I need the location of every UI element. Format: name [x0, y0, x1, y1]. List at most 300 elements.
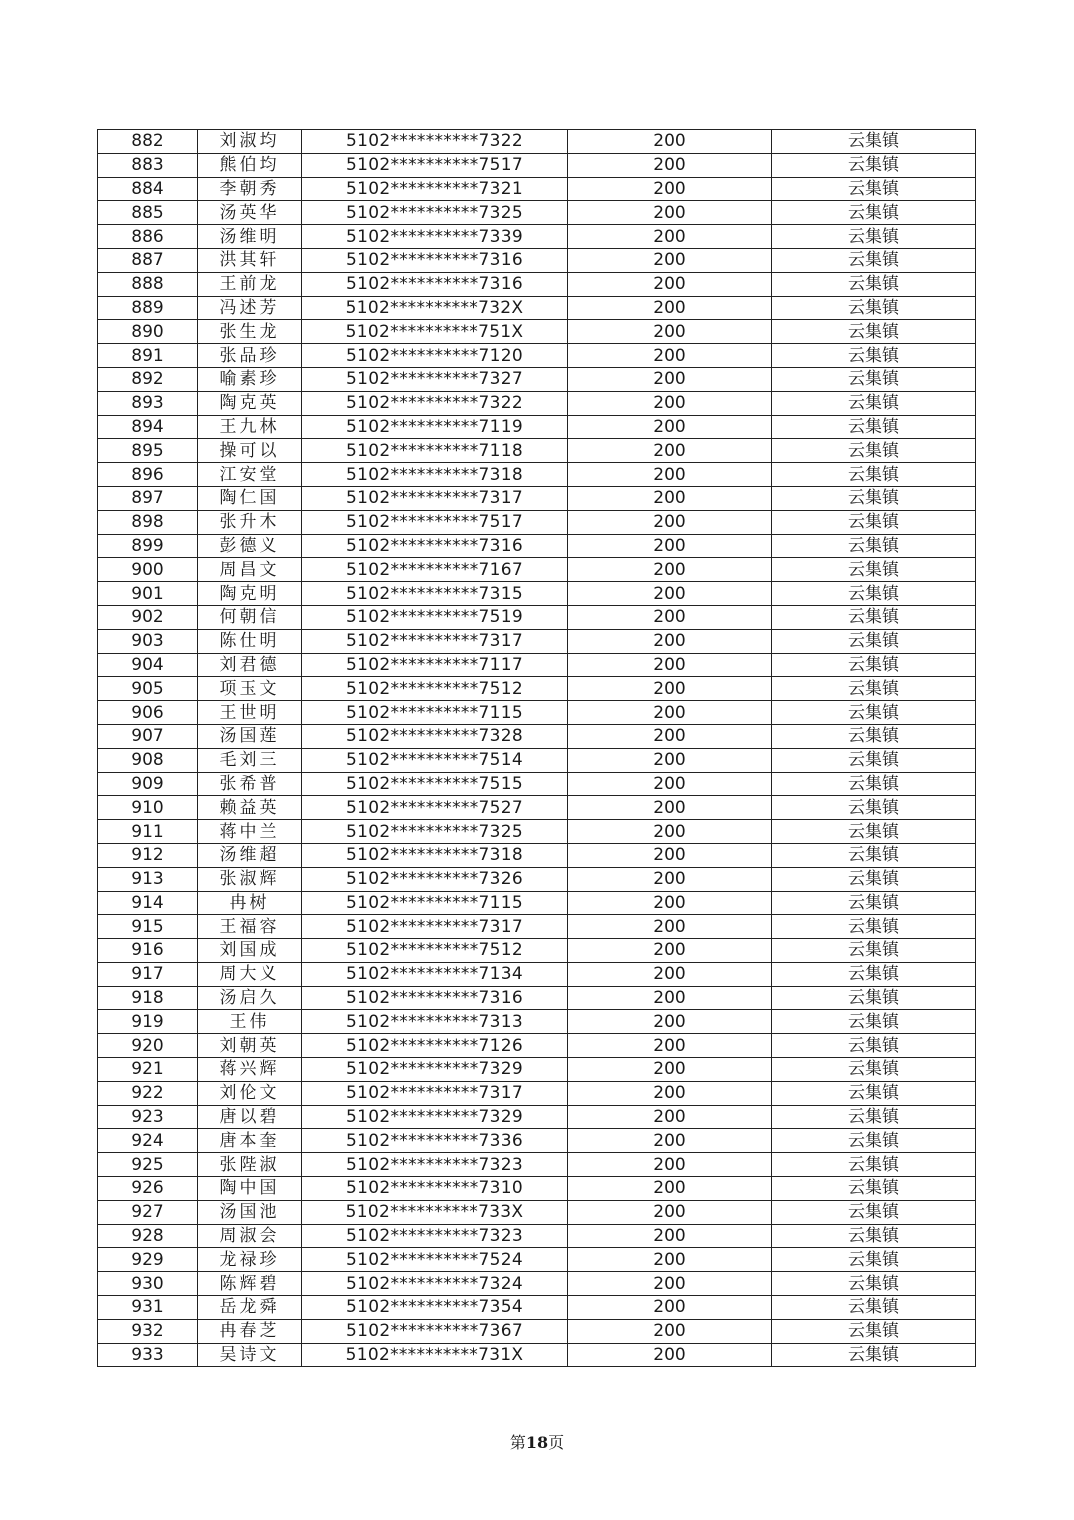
town-cell: 云集镇 — [772, 724, 976, 748]
town-cell: 云集镇 — [772, 1058, 976, 1082]
town-cell: 云集镇 — [772, 367, 976, 391]
amount-cell: 200 — [568, 463, 772, 487]
name-cell: 项玉文 — [198, 677, 302, 701]
amount-cell: 200 — [568, 701, 772, 725]
id-number-cell: 5102**********7322 — [302, 391, 568, 415]
name-cell: 汤国莲 — [198, 724, 302, 748]
row-number-cell: 906 — [98, 701, 198, 725]
id-number-cell: 5102**********7328 — [302, 724, 568, 748]
row-number-cell: 888 — [98, 272, 198, 296]
table-row — [98, 225, 976, 249]
name-cell: 陈仕明 — [198, 629, 302, 653]
amount-cell: 200 — [568, 486, 772, 510]
row-number-cell: 885 — [98, 201, 198, 225]
id-number-cell: 5102**********7316 — [302, 534, 568, 558]
amount-cell: 200 — [568, 605, 772, 629]
table-row — [98, 1343, 976, 1367]
town-cell: 云集镇 — [772, 986, 976, 1010]
name-cell: 汤维明 — [198, 225, 302, 249]
name-cell: 张希普 — [198, 772, 302, 796]
table-body — [98, 130, 976, 1367]
town-cell: 云集镇 — [772, 915, 976, 939]
row-number-cell: 919 — [98, 1010, 198, 1034]
town-cell: 云集镇 — [772, 1296, 976, 1320]
id-number-cell: 5102**********7515 — [302, 772, 568, 796]
name-cell: 唐以碧 — [198, 1105, 302, 1129]
town-cell: 云集镇 — [772, 701, 976, 725]
amount-cell: 200 — [568, 629, 772, 653]
name-cell: 吴诗文 — [198, 1343, 302, 1367]
name-cell: 王前龙 — [198, 272, 302, 296]
id-number-cell: 5102**********7134 — [302, 962, 568, 986]
amount-cell: 200 — [568, 177, 772, 201]
name-cell: 刘朝英 — [198, 1034, 302, 1058]
name-cell: 蒋中兰 — [198, 820, 302, 844]
town-cell: 云集镇 — [772, 1105, 976, 1129]
table-row — [98, 939, 976, 963]
row-number-cell: 896 — [98, 463, 198, 487]
name-cell: 陶仁国 — [198, 486, 302, 510]
amount-cell: 200 — [568, 391, 772, 415]
amount-cell: 200 — [568, 820, 772, 844]
town-cell: 云集镇 — [772, 1153, 976, 1177]
amount-cell: 200 — [568, 153, 772, 177]
town-cell: 云集镇 — [772, 486, 976, 510]
amount-cell: 200 — [568, 320, 772, 344]
name-cell: 刘伦文 — [198, 1081, 302, 1105]
name-cell: 陶克英 — [198, 391, 302, 415]
id-number-cell: 5102**********7512 — [302, 677, 568, 701]
id-number-cell: 5102**********7310 — [302, 1177, 568, 1201]
town-cell: 云集镇 — [772, 605, 976, 629]
row-number-cell: 901 — [98, 582, 198, 606]
town-cell: 云集镇 — [772, 153, 976, 177]
table-row — [98, 748, 976, 772]
amount-cell: 200 — [568, 653, 772, 677]
amount-cell: 200 — [568, 1105, 772, 1129]
id-number-cell: 5102**********7339 — [302, 225, 568, 249]
amount-cell: 200 — [568, 843, 772, 867]
table-row — [98, 558, 976, 582]
town-cell: 云集镇 — [772, 772, 976, 796]
page-footer — [0, 1430, 1074, 1453]
id-number-cell: 5102**********7326 — [302, 867, 568, 891]
name-cell: 张升木 — [198, 510, 302, 534]
table-row — [98, 1177, 976, 1201]
name-cell: 唐本奎 — [198, 1129, 302, 1153]
name-cell: 陶克明 — [198, 582, 302, 606]
id-number-cell: 5102**********7324 — [302, 1272, 568, 1296]
row-number-cell: 908 — [98, 748, 198, 772]
town-cell: 云集镇 — [772, 272, 976, 296]
town-cell: 云集镇 — [772, 296, 976, 320]
amount-cell: 200 — [568, 130, 772, 154]
name-cell: 刘君德 — [198, 653, 302, 677]
amount-cell: 200 — [568, 534, 772, 558]
table-row — [98, 320, 976, 344]
table-row — [98, 1319, 976, 1343]
id-number-cell: 5102**********7354 — [302, 1296, 568, 1320]
town-cell: 云集镇 — [772, 201, 976, 225]
town-cell: 云集镇 — [772, 582, 976, 606]
id-number-cell: 5102**********731X — [302, 1343, 568, 1367]
town-cell: 云集镇 — [772, 1177, 976, 1201]
town-cell: 云集镇 — [772, 439, 976, 463]
footer-suffix: 页 — [548, 1433, 565, 1452]
table-row — [98, 1248, 976, 1272]
table-row — [98, 153, 976, 177]
row-number-cell: 931 — [98, 1296, 198, 1320]
id-number-cell: 5102**********7367 — [302, 1319, 568, 1343]
town-cell: 云集镇 — [772, 510, 976, 534]
table-row — [98, 344, 976, 368]
table-row — [98, 367, 976, 391]
table-row — [98, 843, 976, 867]
table-row — [98, 177, 976, 201]
table-row — [98, 582, 976, 606]
id-number-cell: 5102**********7323 — [302, 1153, 568, 1177]
town-cell: 云集镇 — [772, 1272, 976, 1296]
amount-cell: 200 — [568, 772, 772, 796]
town-cell: 云集镇 — [772, 748, 976, 772]
page-number: 18 — [525, 1433, 549, 1452]
name-cell: 冉春芝 — [198, 1319, 302, 1343]
table-row — [98, 296, 976, 320]
name-cell: 龙禄珍 — [198, 1248, 302, 1272]
table-row — [98, 201, 976, 225]
name-cell: 岳龙舜 — [198, 1296, 302, 1320]
name-cell: 喻素珍 — [198, 367, 302, 391]
name-cell: 周大义 — [198, 962, 302, 986]
town-cell: 云集镇 — [772, 320, 976, 344]
id-number-cell: 5102**********7517 — [302, 153, 568, 177]
amount-cell: 200 — [568, 367, 772, 391]
town-cell: 云集镇 — [772, 225, 976, 249]
table-row — [98, 439, 976, 463]
id-number-cell: 5102**********7313 — [302, 1010, 568, 1034]
row-number-cell: 917 — [98, 962, 198, 986]
amount-cell: 200 — [568, 1248, 772, 1272]
table-row — [98, 1034, 976, 1058]
row-number-cell: 910 — [98, 796, 198, 820]
id-number-cell: 5102**********7323 — [302, 1224, 568, 1248]
town-cell: 云集镇 — [772, 962, 976, 986]
row-number-cell: 929 — [98, 1248, 198, 1272]
amount-cell: 200 — [568, 296, 772, 320]
id-number-cell: 5102**********7126 — [302, 1034, 568, 1058]
row-number-cell: 930 — [98, 1272, 198, 1296]
amount-cell: 200 — [568, 1081, 772, 1105]
town-cell: 云集镇 — [772, 820, 976, 844]
id-number-cell: 5102**********7316 — [302, 986, 568, 1010]
amount-cell: 200 — [568, 1153, 772, 1177]
amount-cell: 200 — [568, 939, 772, 963]
name-cell: 周淑会 — [198, 1224, 302, 1248]
id-number-cell: 5102**********7325 — [302, 820, 568, 844]
town-cell: 云集镇 — [772, 248, 976, 272]
row-number-cell: 898 — [98, 510, 198, 534]
row-number-cell: 909 — [98, 772, 198, 796]
id-number-cell: 5102**********7119 — [302, 415, 568, 439]
town-cell: 云集镇 — [772, 1129, 976, 1153]
table-row — [98, 415, 976, 439]
town-cell: 云集镇 — [772, 1034, 976, 1058]
amount-cell: 200 — [568, 1272, 772, 1296]
id-number-cell: 5102**********7167 — [302, 558, 568, 582]
name-cell: 江安堂 — [198, 463, 302, 487]
amount-cell: 200 — [568, 796, 772, 820]
table-row — [98, 653, 976, 677]
name-cell: 刘淑均 — [198, 130, 302, 154]
table-row — [98, 796, 976, 820]
name-cell: 刘国成 — [198, 939, 302, 963]
amount-cell: 200 — [568, 677, 772, 701]
name-cell: 周昌文 — [198, 558, 302, 582]
row-number-cell: 884 — [98, 177, 198, 201]
table-row — [98, 724, 976, 748]
name-cell: 王福容 — [198, 915, 302, 939]
table-row — [98, 1129, 976, 1153]
id-number-cell: 5102**********7514 — [302, 748, 568, 772]
table-row — [98, 272, 976, 296]
id-number-cell: 5102**********7325 — [302, 201, 568, 225]
name-cell: 王九林 — [198, 415, 302, 439]
row-number-cell: 914 — [98, 891, 198, 915]
id-number-cell: 5102**********7519 — [302, 605, 568, 629]
row-number-cell: 882 — [98, 130, 198, 154]
amount-cell: 200 — [568, 1177, 772, 1201]
id-number-cell: 5102**********733X — [302, 1200, 568, 1224]
id-number-cell: 5102**********7524 — [302, 1248, 568, 1272]
amount-cell: 200 — [568, 724, 772, 748]
amount-cell: 200 — [568, 1343, 772, 1367]
amount-cell: 200 — [568, 272, 772, 296]
amount-cell: 200 — [568, 225, 772, 249]
row-number-cell: 918 — [98, 986, 198, 1010]
amount-cell: 200 — [568, 1058, 772, 1082]
amount-cell: 200 — [568, 1224, 772, 1248]
table-row — [98, 915, 976, 939]
id-number-cell: 5102**********7115 — [302, 891, 568, 915]
row-number-cell: 900 — [98, 558, 198, 582]
row-number-cell: 895 — [98, 439, 198, 463]
id-number-cell: 5102**********732X — [302, 296, 568, 320]
row-number-cell: 920 — [98, 1034, 198, 1058]
row-number-cell: 926 — [98, 1177, 198, 1201]
id-number-cell: 5102**********7517 — [302, 510, 568, 534]
row-number-cell: 932 — [98, 1319, 198, 1343]
amount-cell: 200 — [568, 439, 772, 463]
name-cell: 王世明 — [198, 701, 302, 725]
name-cell: 彭德义 — [198, 534, 302, 558]
name-cell: 何朝信 — [198, 605, 302, 629]
town-cell: 云集镇 — [772, 1081, 976, 1105]
row-number-cell: 925 — [98, 1153, 198, 1177]
table-row — [98, 1105, 976, 1129]
table-row — [98, 1153, 976, 1177]
row-number-cell: 886 — [98, 225, 198, 249]
id-number-cell: 5102**********7317 — [302, 486, 568, 510]
name-cell: 李朝秀 — [198, 177, 302, 201]
id-number-cell: 5102**********751X — [302, 320, 568, 344]
row-number-cell: 905 — [98, 677, 198, 701]
town-cell: 云集镇 — [772, 177, 976, 201]
id-number-cell: 5102**********7329 — [302, 1058, 568, 1082]
name-cell: 赖益英 — [198, 796, 302, 820]
recipient-table — [97, 129, 976, 1367]
row-number-cell: 911 — [98, 820, 198, 844]
table-row — [98, 1081, 976, 1105]
table-row — [98, 510, 976, 534]
id-number-cell: 5102**********7315 — [302, 582, 568, 606]
row-number-cell: 891 — [98, 344, 198, 368]
name-cell: 冉树 — [198, 891, 302, 915]
amount-cell: 200 — [568, 248, 772, 272]
row-number-cell: 921 — [98, 1058, 198, 1082]
name-cell: 操可以 — [198, 439, 302, 463]
town-cell: 云集镇 — [772, 796, 976, 820]
name-cell: 汤维超 — [198, 843, 302, 867]
name-cell: 陶中国 — [198, 1177, 302, 1201]
table-row — [98, 605, 976, 629]
amount-cell: 200 — [568, 748, 772, 772]
id-number-cell: 5102**********7318 — [302, 843, 568, 867]
table-row — [98, 1200, 976, 1224]
id-number-cell: 5102**********7317 — [302, 629, 568, 653]
row-number-cell: 883 — [98, 153, 198, 177]
name-cell: 冯述芳 — [198, 296, 302, 320]
row-number-cell: 912 — [98, 843, 198, 867]
town-cell: 云集镇 — [772, 1343, 976, 1367]
table-row — [98, 1296, 976, 1320]
amount-cell: 200 — [568, 1034, 772, 1058]
table-row — [98, 1272, 976, 1296]
town-cell: 云集镇 — [772, 1200, 976, 1224]
row-number-cell: 889 — [98, 296, 198, 320]
id-number-cell: 5102**********7316 — [302, 272, 568, 296]
id-number-cell: 5102**********7118 — [302, 439, 568, 463]
amount-cell: 200 — [568, 867, 772, 891]
row-number-cell: 922 — [98, 1081, 198, 1105]
id-number-cell: 5102**********7527 — [302, 796, 568, 820]
table-row — [98, 486, 976, 510]
id-number-cell: 5102**********7317 — [302, 1081, 568, 1105]
town-cell: 云集镇 — [772, 891, 976, 915]
table-row — [98, 391, 976, 415]
row-number-cell: 933 — [98, 1343, 198, 1367]
amount-cell: 200 — [568, 1010, 772, 1034]
table-row — [98, 1058, 976, 1082]
row-number-cell: 893 — [98, 391, 198, 415]
table-row — [98, 463, 976, 487]
amount-cell: 200 — [568, 582, 772, 606]
row-number-cell: 892 — [98, 367, 198, 391]
name-cell: 张陛淑 — [198, 1153, 302, 1177]
amount-cell: 200 — [568, 510, 772, 534]
amount-cell: 200 — [568, 986, 772, 1010]
id-number-cell: 5102**********7322 — [302, 130, 568, 154]
amount-cell: 200 — [568, 1129, 772, 1153]
amount-cell: 200 — [568, 201, 772, 225]
amount-cell: 200 — [568, 962, 772, 986]
amount-cell: 200 — [568, 915, 772, 939]
name-cell: 毛刘三 — [198, 748, 302, 772]
row-number-cell: 913 — [98, 867, 198, 891]
town-cell: 云集镇 — [772, 939, 976, 963]
town-cell: 云集镇 — [772, 1248, 976, 1272]
table-row — [98, 867, 976, 891]
table-row — [98, 629, 976, 653]
town-cell: 云集镇 — [772, 534, 976, 558]
table-row — [98, 677, 976, 701]
town-cell: 云集镇 — [772, 558, 976, 582]
id-number-cell: 5102**********7321 — [302, 177, 568, 201]
row-number-cell: 907 — [98, 724, 198, 748]
table-row — [98, 534, 976, 558]
row-number-cell: 903 — [98, 629, 198, 653]
row-number-cell: 915 — [98, 915, 198, 939]
name-cell: 汤英华 — [198, 201, 302, 225]
row-number-cell: 894 — [98, 415, 198, 439]
row-number-cell: 924 — [98, 1129, 198, 1153]
row-number-cell: 890 — [98, 320, 198, 344]
footer-prefix: 第 — [509, 1433, 526, 1452]
id-number-cell: 5102**********7512 — [302, 939, 568, 963]
town-cell: 云集镇 — [772, 391, 976, 415]
name-cell: 汤启久 — [198, 986, 302, 1010]
name-cell: 陈辉碧 — [198, 1272, 302, 1296]
id-number-cell: 5102**********7117 — [302, 653, 568, 677]
id-number-cell: 5102**********7120 — [302, 344, 568, 368]
town-cell: 云集镇 — [772, 629, 976, 653]
row-number-cell: 897 — [98, 486, 198, 510]
town-cell: 云集镇 — [772, 1224, 976, 1248]
amount-cell: 200 — [568, 1296, 772, 1320]
amount-cell: 200 — [568, 558, 772, 582]
table-row — [98, 891, 976, 915]
name-cell: 熊伯均 — [198, 153, 302, 177]
id-number-cell: 5102**********7318 — [302, 463, 568, 487]
row-number-cell: 928 — [98, 1224, 198, 1248]
name-cell: 汤国池 — [198, 1200, 302, 1224]
row-number-cell: 927 — [98, 1200, 198, 1224]
name-cell: 张生龙 — [198, 320, 302, 344]
town-cell: 云集镇 — [772, 653, 976, 677]
table-row — [98, 820, 976, 844]
id-number-cell: 5102**********7327 — [302, 367, 568, 391]
table-row — [98, 248, 976, 272]
name-cell: 张淑辉 — [198, 867, 302, 891]
id-number-cell: 5102**********7336 — [302, 1129, 568, 1153]
table-row — [98, 986, 976, 1010]
table-row — [98, 1224, 976, 1248]
table-row — [98, 772, 976, 796]
id-number-cell: 5102**********7329 — [302, 1105, 568, 1129]
amount-cell: 200 — [568, 344, 772, 368]
town-cell: 云集镇 — [772, 677, 976, 701]
table-row — [98, 701, 976, 725]
row-number-cell: 887 — [98, 248, 198, 272]
row-number-cell: 899 — [98, 534, 198, 558]
name-cell: 王伟 — [198, 1010, 302, 1034]
table-row — [98, 962, 976, 986]
town-cell: 云集镇 — [772, 344, 976, 368]
row-number-cell: 916 — [98, 939, 198, 963]
town-cell: 云集镇 — [772, 130, 976, 154]
name-cell: 蒋兴辉 — [198, 1058, 302, 1082]
amount-cell: 200 — [568, 1319, 772, 1343]
town-cell: 云集镇 — [772, 415, 976, 439]
